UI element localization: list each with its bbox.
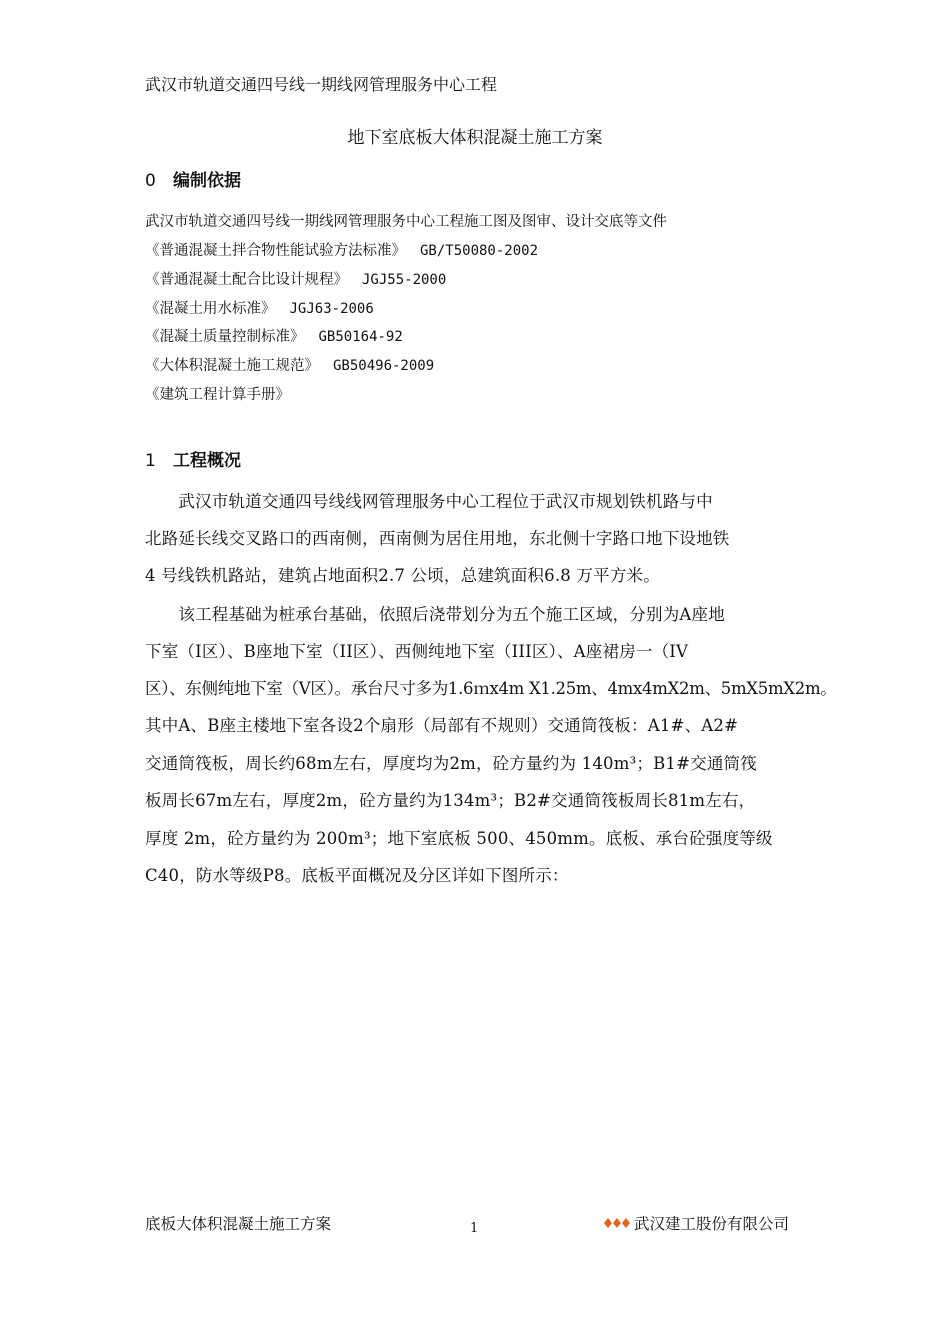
reference-code: JGJ55-2000	[362, 272, 447, 288]
reference-name: 《混凝土质量控制标准》	[145, 329, 305, 345]
section-0-title: 编制依据	[173, 171, 241, 191]
paragraph-line: 交通筒筏板，周长约68m左右，厚度均为2m，砼方量约为 140m³；B1#交通筒筏	[145, 754, 757, 773]
footer-company	[603, 1212, 789, 1234]
paragraph-line: 厚度 2m，砼方量约为 200m³；地下室底板 500、450mm。底板、承台砼强度等级	[145, 829, 773, 848]
paragraph-line: 北路延长线交叉路口的西南侧，西南侧为居住用地，东北侧十字路口地下设地铁	[145, 529, 730, 548]
reference-code: GB50496-2009	[333, 358, 435, 374]
reference-item	[145, 383, 290, 404]
reference-name: 《普通混凝土拌合物性能试验方法标准》	[145, 243, 406, 259]
section-1-heading	[145, 446, 241, 471]
section-0-number: 0	[145, 171, 156, 191]
section-1-title: 工程概况	[173, 451, 241, 471]
header-project-name: 武汉市轨道交通四号线一期线网管理服务中心工程	[145, 75, 498, 94]
reference-item	[145, 354, 434, 375]
reference-code: GB/T50080-2002	[420, 243, 539, 259]
paragraph-line: 区）、东侧纯地下室（V区）。承台尺寸多为1.6ｍx4m X1.25m、4mx4mX2m、5mX5mX2m。	[145, 679, 837, 698]
reference-item	[145, 210, 667, 231]
reference-name: 《混凝土用水标准》	[145, 301, 276, 317]
paragraph-line: 下室（I区）、B座地下室（II区）、西侧纯地下室（III区）、A座裙房一（IV	[145, 642, 689, 661]
paragraph-line: 板周长67m左右，厚度2m，砼方量约为134m³；B2#交通筒筏板周长81m左右，	[145, 791, 756, 810]
footer-document-name: 底板大体积混凝土施工方案	[145, 1215, 332, 1233]
paragraph-line: 武汉市轨道交通四号线线网管理服务中心工程位于武汉市规划铁机路与中	[145, 492, 713, 511]
reference-item	[145, 325, 403, 346]
paragraph-line: C40，防水等级P8。底板平面概况及分区详如下图所示：	[145, 866, 569, 885]
paragraph-line: 4 号线铁机路站，建筑占地面积2.7 公顷，总建筑面积6.8 万平方米。	[145, 566, 660, 585]
document-title: 地下室底板大体积混凝土施工方案	[347, 128, 603, 148]
reference-item	[145, 268, 446, 289]
paragraph-line: 其中A、B座主楼地下室各设2个扇形（局部有不规则）交通筒筏板：A1#、A2#	[145, 716, 739, 735]
page-number: 1	[470, 1221, 479, 1236]
reference-name: 《大体积混凝土施工规范》	[145, 358, 319, 374]
paragraph-line: 该工程基础为桩承台基础，依照后浇带划分为五个施工区域，分别为A座地	[145, 605, 725, 624]
company-logo-icon	[603, 1216, 631, 1230]
reference-name: 《普通混凝土配合比设计规程》	[145, 272, 348, 288]
company-name: 武汉建工股份有限公司	[634, 1215, 790, 1233]
section-1-number: 1	[145, 451, 156, 471]
reference-name: 武汉市轨道交通四号线一期线网管理服务中心工程施工图及图审、设计交底等文件	[145, 214, 667, 230]
reference-name: 《建筑工程计算手册》	[145, 387, 290, 403]
reference-code: GB50164-92	[318, 329, 403, 345]
reference-code: JGJ63-2006	[289, 301, 374, 317]
reference-item	[145, 297, 374, 318]
section-0-heading	[145, 166, 241, 191]
reference-item	[145, 239, 538, 260]
